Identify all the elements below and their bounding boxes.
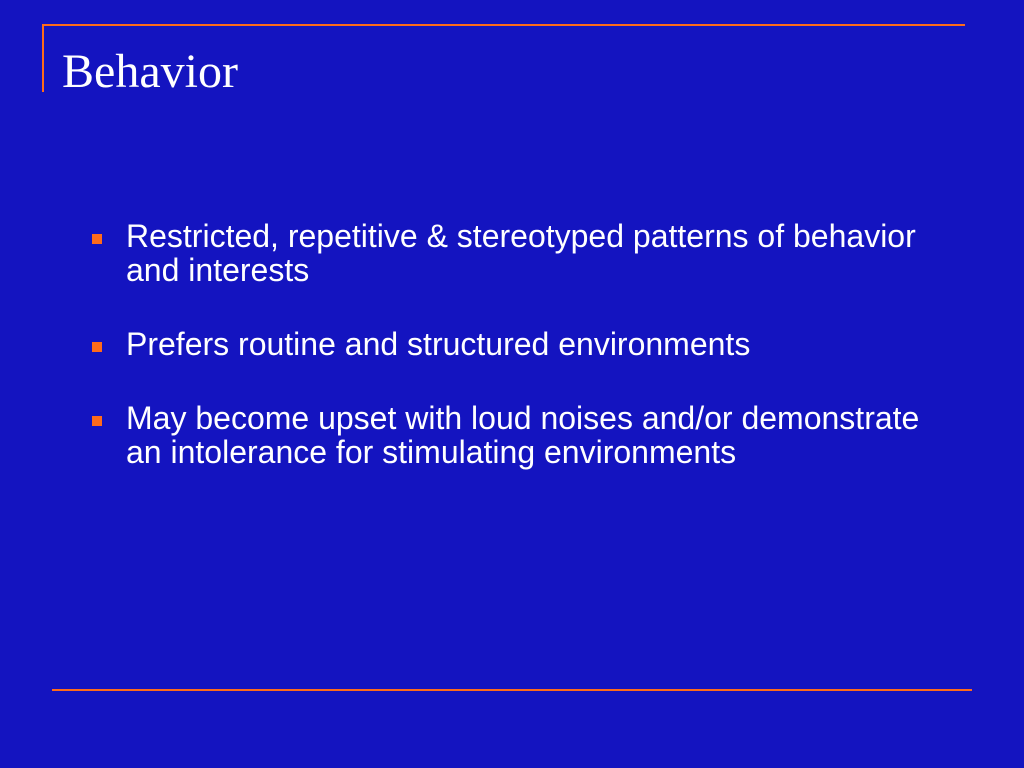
square-bullet-icon [92,416,102,426]
bullet-text: Prefers routine and structured environments [126,325,751,362]
bullet-item [90,220,950,288]
bullet-item [90,325,950,362]
left-accent-rule [42,24,44,92]
top-accent-rule [42,24,965,26]
bullet-text: May become upset with loud noises and/or demonstrate an intolerance for stimulating environments [126,399,920,470]
square-bullet-icon [92,234,102,244]
bullet-list [90,220,950,510]
bottom-accent-rule [52,689,972,691]
bullet-text: Restricted, repetitive & stereotyped patterns of behavior and interests [126,218,916,288]
square-bullet-icon [92,342,102,352]
bullet-item [90,399,950,470]
slide-title: Behavior [62,45,238,98]
